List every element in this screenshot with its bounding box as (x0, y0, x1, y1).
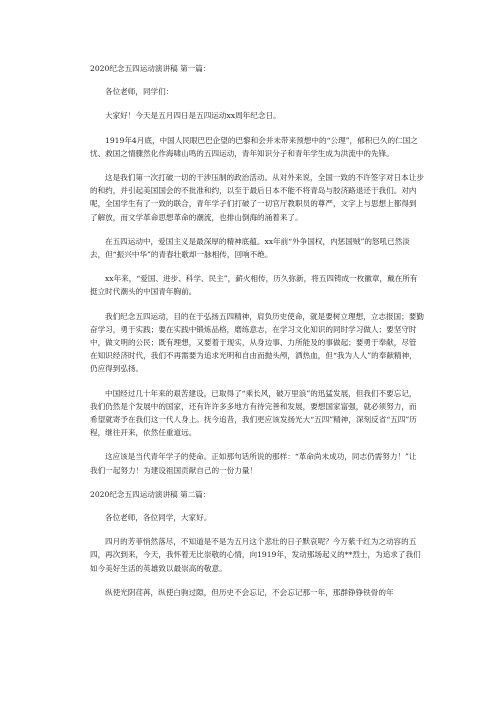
paragraph: 这是我们第一次打破一切的干涉压制的政治活动。从对外来说，全国一致的不许签字对日本让步的和约，并引起美国国会的不批准和约，以至于最后日本不能不将青岛与胶济路退还于我们。对内呢，全国学生有了一致的联合，青年学子们打破了一切官厅教职员的尊严，文字上与思想上都得到了解放，而文学革命思想革命的潮流，也排山倒海的涌着来了。 (90, 173, 424, 222)
paragraph: 四月的芳菲悄然落尽，不知道是不是为五月这个悲壮的日子默哀呢？今万紫千红为之动容的五四，再次到来，今天，我怀着无比崇敬的心情，向1919年，发动那场起义的**烈士，为追求了我们如今美好生活的英雄致以最崇高的敬意。 (90, 537, 421, 573)
paragraph: 这应该是当代青年学子的使命。正如那句话所说的那样：“革命尚未成功，同志仍需努力！”让我们一起努力！为建设祖国贡献自己的一份力量！ (90, 452, 417, 475)
section-heading-1: 2020纪念五四运动演讲稿 第一篇： (90, 64, 211, 73)
paragraph: 1919年4月底，中国人民眼巴巴企望的巴黎和会并未带来预想中的“公理”，郁积已久的仁国之忧、救国之情骤然化作海啸山鸣的五四运动，青年知识分子和青年学生成为洪流中的先锋。 (90, 135, 418, 158)
paragraph: 我们纪念五四运动，目的在于弘扬五四精神，肩负历史使命，就是要树立理想，立志报国；要勤奋学习，勇于实践；要在实践中锻炼品格，磨练意志，在学习文化知识的同时学习做人；要坚守时中，做文明的公民；既有理想，又要着于现实，从身边事、力所能及的事做起；要勇于奉献，尽管在知识经济时代，我们不再需要为追求光明和自由而抛头颅，洒热血，但“我为人人”的奉献精神，仍应得到弘扬。 (90, 311, 424, 374)
paragraph: 在五四运动中，爱国主义是最深厚的精神底蕴。xx年前“外争国权，内惩国贼”的怒吼已然淡去，但“振兴中华”的青春壮歌却一脉相传，回响不绝。 (90, 236, 410, 260)
paragraph: 纵使光阴荏苒，纵使白驹过隙，但历史不会忘记，不会忘记那一年，那群铮铮铁骨的年 (105, 587, 394, 597)
paragraph: xx年来，“爱国、进步、科学、民主”，薪火相传，历久弥新，将五四铸成一枚徽章，戴在所有挺立时代潮头的中国青年胸前。 (90, 274, 418, 297)
paragraph: 大家好！今天是五月四日是五四运动xx周年纪念日。 (105, 111, 281, 121)
paragraph: 中国经过几十年来的艰苦建设，已取得了“乘长风，破万里浪”的迅猛发展，但我们不要忘记，我们仍然是个发展中的国家，还有许许多多地方有待完善和发展，要想国家富强，就必须努力，而希望就寄予在我们这一代人身上。抚今追昔，我们更应该发扬光大“五四”精神，深刻反省“五四”历程，继往开来，依然任重道远。 (90, 388, 417, 438)
section-heading-2: 2020纪念五四运动演讲稿 第二篇： (90, 489, 211, 499)
paragraph: 各位老师，同学们： (105, 87, 174, 97)
paragraph: 各位老师，各位同学，大家好。 (105, 513, 212, 523)
